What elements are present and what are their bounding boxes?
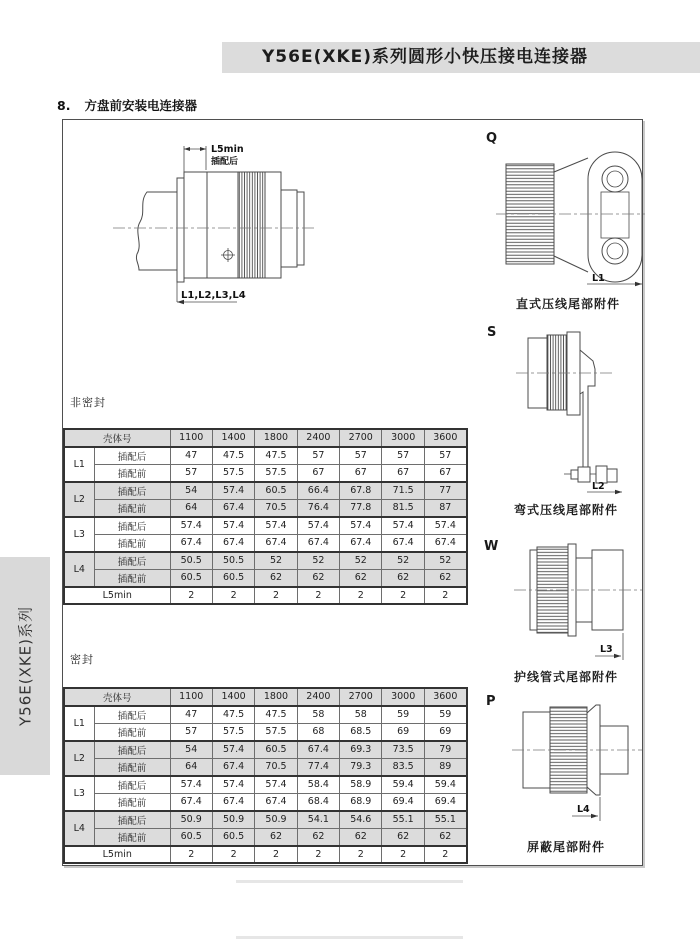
table-cell: 62 [424, 828, 466, 846]
nonsealed-dimension-table [63, 428, 467, 605]
table-row-label: 插配后 [94, 552, 170, 570]
table-cell: 57 [170, 723, 212, 741]
table-cell: 57.5 [255, 464, 297, 482]
table-cell: 2 [255, 587, 297, 605]
table-cell: 62 [382, 569, 424, 587]
table-cell: 68.5 [340, 723, 382, 741]
table-row-label: 插配前 [94, 828, 170, 846]
table-cell: 55.1 [424, 811, 466, 829]
table-cell: 64 [170, 499, 212, 517]
table-cell: 70.5 [255, 758, 297, 776]
series-side-tab [0, 557, 50, 775]
table-footer-label: L5min [64, 587, 170, 605]
table-header-size: 1400 [212, 429, 254, 447]
table-cell: 2 [382, 846, 424, 864]
table-cell: 79 [424, 741, 466, 759]
table-cell: 57.4 [170, 517, 212, 535]
table-cell: 57.4 [255, 776, 297, 794]
table-header-size: 1800 [255, 429, 297, 447]
table-row-label: 插配前 [94, 793, 170, 811]
table-label-nonsealed: 非密封 [70, 396, 106, 409]
table-cell: 47.5 [212, 706, 254, 724]
table-cell: 54 [170, 741, 212, 759]
table-cell: 69.4 [382, 793, 424, 811]
table-cell: 57.4 [297, 517, 339, 535]
table-cell: 47.5 [255, 447, 297, 465]
table-cell: 54 [170, 482, 212, 500]
table-cell: 59.4 [382, 776, 424, 794]
table-cell: 47.5 [212, 447, 254, 465]
accessory-w-drawing [492, 538, 648, 668]
table-cell: 73.5 [382, 741, 424, 759]
table-row-label: 插配后 [94, 706, 170, 724]
dim-label-l3: L3 [600, 644, 613, 655]
table-cell: 2 [212, 846, 254, 864]
table-cell: 69.4 [424, 793, 466, 811]
dimension-table [63, 428, 468, 605]
table-cell: 67.4 [255, 793, 297, 811]
table-cell: 67.4 [212, 793, 254, 811]
table-cell: 67.8 [340, 482, 382, 500]
table-row-label: 插配前 [94, 758, 170, 776]
table-cell: 2 [255, 846, 297, 864]
table-cell: 2 [382, 587, 424, 605]
dim-label-l5min: L5min [211, 144, 244, 155]
accessory-s-drawing [492, 328, 648, 496]
accessory-q-drawing [492, 148, 648, 294]
table-cell: 83.5 [382, 758, 424, 776]
table-header-size: 2700 [340, 688, 382, 706]
table-cell: 64 [170, 758, 212, 776]
table-cell: 57 [424, 447, 466, 465]
table-header-size: 1400 [212, 688, 254, 706]
table-cell: 57.4 [212, 517, 254, 535]
table-cell: 50.9 [170, 811, 212, 829]
table-cell: 2 [424, 587, 466, 605]
table-row-group-label: L2 [64, 482, 94, 517]
table-cell: 71.5 [382, 482, 424, 500]
accessory-letter-p: P [486, 694, 496, 709]
table-row-label: 插配前 [94, 534, 170, 552]
table-cell: 62 [255, 828, 297, 846]
dim-label-l1: L1 [592, 273, 605, 284]
table-cell: 59 [424, 706, 466, 724]
table-cell: 58 [340, 706, 382, 724]
table-cell: 57.5 [212, 723, 254, 741]
table-cell: 47 [170, 706, 212, 724]
page-title: Y56E(XKE)系列圆形小快压接电连接器 [262, 47, 589, 67]
table-cell: 57.4 [255, 517, 297, 535]
table-cell: 47 [170, 447, 212, 465]
table-cell: 67.4 [297, 534, 339, 552]
table-cell: 57.4 [170, 776, 212, 794]
table-cell: 62 [382, 828, 424, 846]
table-header-size: 3000 [382, 688, 424, 706]
table-cell: 67.4 [255, 534, 297, 552]
table-cell: 2 [212, 587, 254, 605]
dim-label-after-mating: 插配后 [211, 157, 239, 167]
table-cell: 50.9 [212, 811, 254, 829]
table-cell: 57.4 [212, 741, 254, 759]
section-heading [57, 96, 197, 114]
table-cell: 67.4 [212, 534, 254, 552]
table-cell: 68.9 [340, 793, 382, 811]
table-cell: 57 [382, 447, 424, 465]
table-cell: 67 [297, 464, 339, 482]
table-row-label: 插配后 [94, 447, 170, 465]
table-cell: 57.4 [382, 517, 424, 535]
table-cell: 2 [340, 587, 382, 605]
table-cell: 67 [424, 464, 466, 482]
dim-label-l4: L4 [577, 804, 590, 815]
main-connector-drawing [95, 130, 325, 315]
table-cell: 59.4 [424, 776, 466, 794]
table-row-group-label: L1 [64, 706, 94, 741]
table-cell: 62 [297, 828, 339, 846]
table-cell: 67.4 [170, 534, 212, 552]
table-cell: 67 [382, 464, 424, 482]
table-cell: 67.4 [212, 758, 254, 776]
table-cell: 60.5 [255, 482, 297, 500]
table-label-sealed: 密封 [70, 653, 94, 666]
table-header-shell-number: 壳体号 [64, 688, 170, 706]
table-footer-label: L5min [64, 846, 170, 864]
table-cell: 68 [297, 723, 339, 741]
footer-line-top [236, 880, 463, 883]
table-cell: 62 [340, 569, 382, 587]
table-row-label: 插配前 [94, 723, 170, 741]
table-cell: 62 [340, 828, 382, 846]
accessory-letter-q: Q [486, 131, 498, 146]
table-cell: 81.5 [382, 499, 424, 517]
table-cell: 69 [382, 723, 424, 741]
accessory-caption-q: 直式压线尾部附件 [515, 297, 620, 311]
table-cell: 52 [382, 552, 424, 570]
table-cell: 69.3 [340, 741, 382, 759]
table-cell: 54.6 [340, 811, 382, 829]
table-header-size: 3000 [382, 429, 424, 447]
table-cell: 57.4 [424, 517, 466, 535]
table-cell: 50.9 [255, 811, 297, 829]
table-header-shell-number: 壳体号 [64, 429, 170, 447]
table-row-label: 插配后 [94, 811, 170, 829]
table-cell: 54.1 [297, 811, 339, 829]
table-cell: 67.4 [382, 534, 424, 552]
table-cell: 62 [424, 569, 466, 587]
section-number: 8. [57, 98, 71, 113]
table-cell: 67.4 [340, 534, 382, 552]
table-header-size: 1100 [170, 688, 212, 706]
table-row-label: 插配后 [94, 741, 170, 759]
section-title: 方盘前安装电连接器 [84, 98, 197, 113]
table-cell: 57.4 [340, 517, 382, 535]
table-header-size: 2700 [340, 429, 382, 447]
table-row-group-label: L2 [64, 741, 94, 776]
table-row-label: 插配前 [94, 499, 170, 517]
table-cell: 59 [382, 706, 424, 724]
table-header-size: 1800 [255, 688, 297, 706]
dimension-table [63, 687, 468, 864]
table-row-label: 插配后 [94, 482, 170, 500]
table-cell: 2 [297, 846, 339, 864]
table-row-group-label: L3 [64, 517, 94, 552]
table-cell: 2 [424, 846, 466, 864]
table-cell: 50.5 [212, 552, 254, 570]
table-header-size: 3600 [424, 688, 466, 706]
table-row-label: 插配后 [94, 776, 170, 794]
table-cell: 60.5 [212, 828, 254, 846]
table-cell: 67.4 [212, 499, 254, 517]
table-cell: 77.4 [297, 758, 339, 776]
accessory-letter-w: W [484, 539, 499, 554]
table-cell: 2 [297, 587, 339, 605]
table-cell: 67.4 [170, 793, 212, 811]
table-cell: 67.4 [297, 741, 339, 759]
table-cell: 57 [170, 464, 212, 482]
table-header-size: 3600 [424, 429, 466, 447]
table-cell: 69 [424, 723, 466, 741]
table-row-label: 插配前 [94, 464, 170, 482]
table-cell: 57.5 [212, 464, 254, 482]
table-cell: 2 [170, 846, 212, 864]
table-cell: 77.8 [340, 499, 382, 517]
table-row-label: 插配前 [94, 569, 170, 587]
table-cell: 47.5 [255, 706, 297, 724]
table-cell: 89 [424, 758, 466, 776]
accessory-letter-s: S [487, 325, 497, 340]
accessory-caption-w: 护线管式尾部附件 [513, 670, 618, 684]
table-cell: 2 [340, 846, 382, 864]
table-cell: 52 [424, 552, 466, 570]
table-cell: 52 [297, 552, 339, 570]
table-cell: 57.4 [212, 482, 254, 500]
page-title-band [222, 42, 700, 73]
table-cell: 68.4 [297, 793, 339, 811]
table-cell: 50.5 [170, 552, 212, 570]
table-header-size: 2400 [297, 688, 339, 706]
table-cell: 55.1 [382, 811, 424, 829]
table-cell: 60.5 [212, 569, 254, 587]
table-cell: 52 [255, 552, 297, 570]
table-row-group-label: L1 [64, 447, 94, 482]
table-cell: 79.3 [340, 758, 382, 776]
table-cell: 67.4 [424, 534, 466, 552]
table-cell: 76.4 [297, 499, 339, 517]
table-cell: 58.4 [297, 776, 339, 794]
series-side-tab-label: Y56E(XKE)系列 [16, 605, 35, 727]
table-cell: 60.5 [170, 828, 212, 846]
accessory-caption-s: 弯式压线尾部附件 [513, 503, 618, 517]
accessory-caption-p: 屏蔽尾部附件 [526, 840, 605, 854]
table-cell: 60.5 [255, 741, 297, 759]
table-row-label: 插配后 [94, 517, 170, 535]
table-cell: 67 [340, 464, 382, 482]
table-cell: 62 [255, 569, 297, 587]
table-cell: 60.5 [170, 569, 212, 587]
table-cell: 66.4 [297, 482, 339, 500]
footer-line-bottom [236, 936, 463, 939]
table-cell: 77 [424, 482, 466, 500]
table-cell: 2 [170, 587, 212, 605]
table-cell: 58.9 [340, 776, 382, 794]
table-cell: 58 [297, 706, 339, 724]
table-row-group-label: L4 [64, 552, 94, 587]
dim-label-l1-l4: L1,L2,L3,L4 [181, 290, 246, 301]
table-cell: 57.4 [212, 776, 254, 794]
table-cell: 70.5 [255, 499, 297, 517]
dim-label-l2: L2 [592, 481, 605, 492]
table-row-group-label: L3 [64, 776, 94, 811]
table-cell: 57.5 [255, 723, 297, 741]
table-header-size: 1100 [170, 429, 212, 447]
accessory-p-drawing [492, 700, 648, 835]
table-cell: 87 [424, 499, 466, 517]
sealed-dimension-table [63, 687, 467, 864]
table-row-group-label: L4 [64, 811, 94, 846]
table-cell: 57 [297, 447, 339, 465]
table-header-size: 2400 [297, 429, 339, 447]
table-cell: 57 [340, 447, 382, 465]
table-cell: 62 [297, 569, 339, 587]
table-cell: 52 [340, 552, 382, 570]
